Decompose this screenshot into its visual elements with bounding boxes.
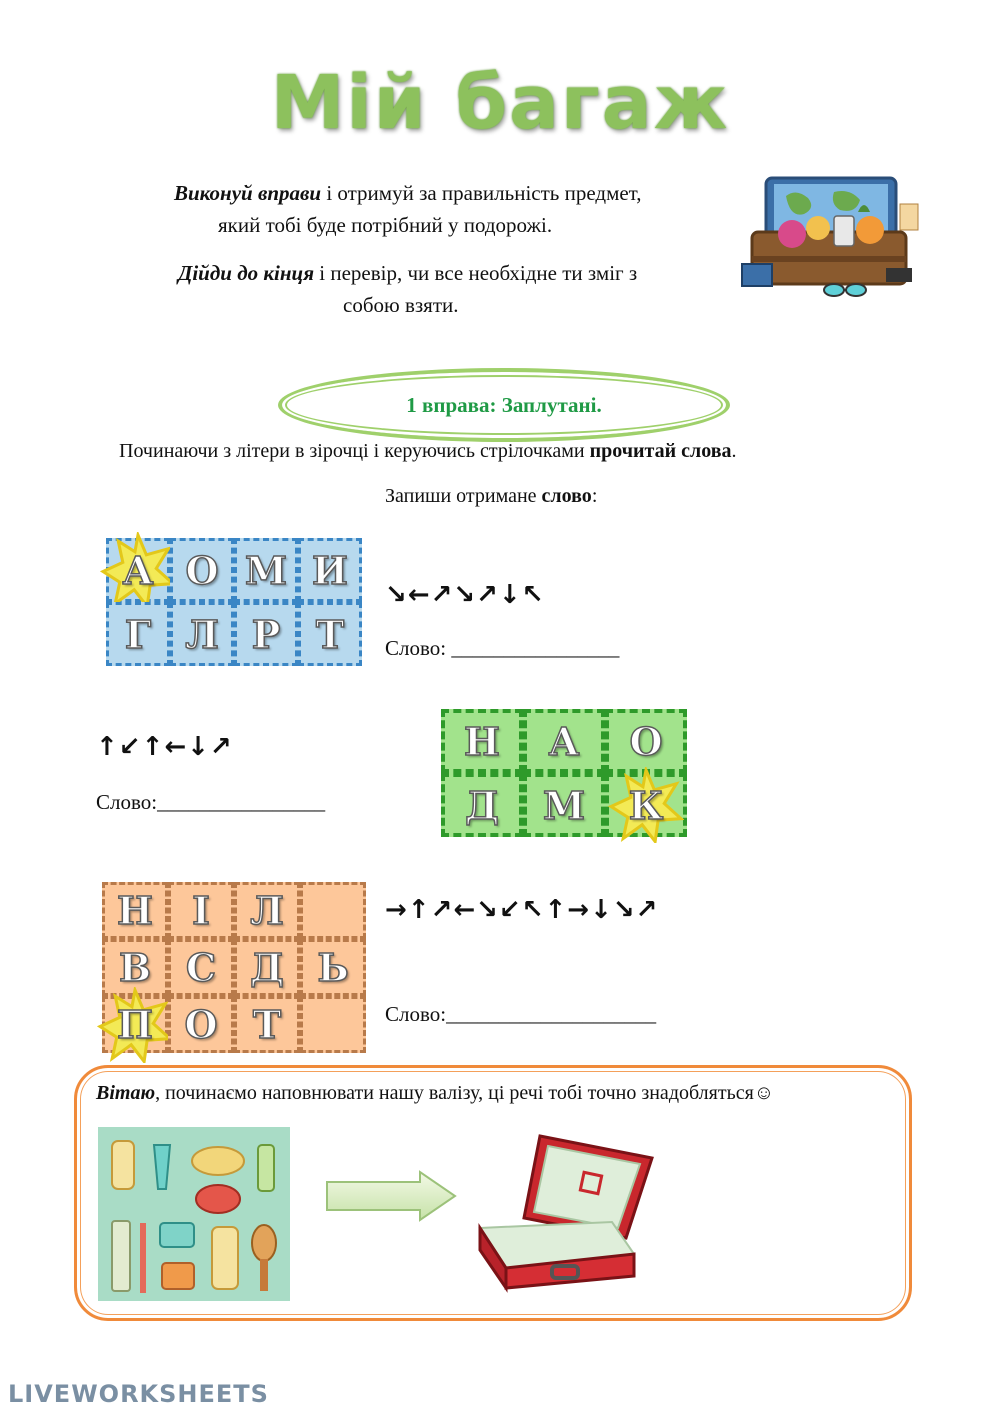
word-answer-2[interactable]: Слово:________________ [96,790,326,814]
intro-line-3 [178,258,637,288]
page-title: Мій багаж [270,60,730,146]
arrow-sequence-1: ↘←↗↘↗↓↖ [385,580,545,610]
letter-grid-1 [106,538,362,666]
grid-cell: Л [234,882,300,939]
grid-cell [300,996,366,1053]
exercise-title: 1 вправа: Заплутані. [406,392,602,417]
grid-cell: П [102,996,168,1053]
grid-cell: О [170,538,234,602]
arrow-right-icon [324,1170,458,1222]
reward-greeting [96,1082,774,1105]
arrow-sequence-3: →↑↗←↘↙↖↑→↓↘↗ [385,895,659,925]
reward-text: , починаємо наповнювати нашу валізу, ці речі тобі точно знадобляться☺ [155,1082,775,1104]
grid-cell: Г [106,602,170,666]
intro-line-2: який тобі буде потрібний у подорожі. [218,213,553,237]
grid-cell: Н [441,709,523,773]
grid-cell: М [234,538,298,602]
grid-cell: Д [441,773,523,837]
grid-cell: Н [102,882,168,939]
suitcase-illustration [738,172,922,304]
grid-cell: О [605,709,687,773]
grid-cell: Л [170,602,234,666]
grid-cell: В [102,939,168,996]
instruction-bold: прочитай слова [589,440,732,462]
reward-bold: Вітаю [96,1082,156,1104]
grid-cell: К [605,773,687,837]
write-instruction [385,485,597,508]
intro-text-1: і отримуй за правильність предмет, [321,181,642,205]
intro-bold-1: Виконуй вправи [174,181,322,205]
instruction-text-c: . [731,440,737,462]
arrow-sequence-2: ↑↙↑←↓↗ [96,732,233,762]
grid-cell: Т [234,996,300,1053]
grid-cell: І [168,882,234,939]
instruction-line [119,440,737,463]
open-suitcase-image [476,1132,660,1294]
letter-grid-3 [102,882,366,1053]
intro-bold-2: Дійди до кінця [178,261,315,285]
intro-text-3: і перевір, чи все необхідне ти зміг з [314,261,638,285]
grid-cell: Д [234,939,300,996]
toiletries-image [98,1127,290,1301]
grid-cell: С [168,939,234,996]
grid-cell: И [298,538,362,602]
intro-line-4: собою взяти. [343,293,459,317]
write-bold: слово [541,485,592,507]
grid-cell: Ь [300,939,366,996]
word-answer-3[interactable]: Слово:____________________ [385,1002,657,1026]
grid-cell: А [106,538,170,602]
grid-cell: О [168,996,234,1053]
grid-cell: Т [298,602,362,666]
exercise-title-oval [278,368,730,442]
write-text-c: : [591,485,598,507]
letter-grid-2 [441,709,687,837]
grid-cell: Р [234,602,298,666]
grid-cell [300,882,366,939]
footer-logo: LIVEWORKSHEETS [8,1380,269,1408]
instruction-text-a: Починаючи з літери в зірочці і керуючись стрілочками [119,440,590,462]
grid-cell: М [523,773,605,837]
write-text-a: Запиши отримане [385,485,542,507]
intro-line-1 [174,178,642,208]
grid-cell: А [523,709,605,773]
word-answer-1[interactable]: Слово: ________________ [385,636,620,660]
